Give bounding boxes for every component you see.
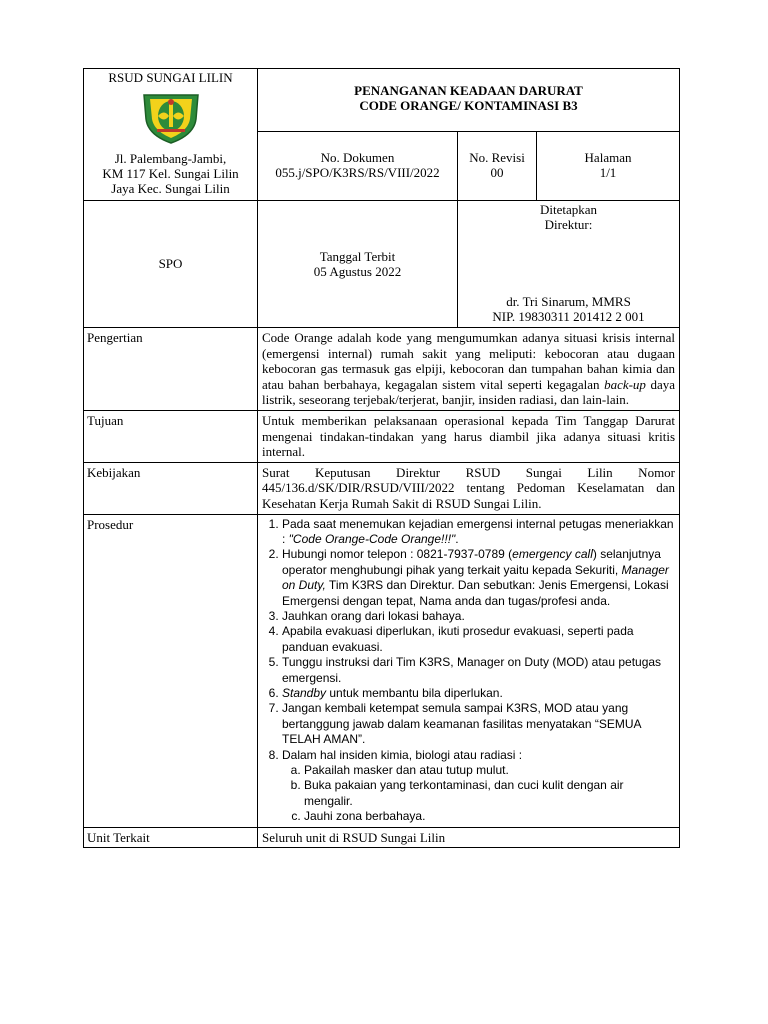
address-line: Jaya Kec. Sungai Lilin — [111, 181, 230, 196]
procedure-substeps — [282, 763, 675, 825]
procedure-substep: a. Pakailah masker dan atau tutup mulut. — [304, 763, 675, 778]
page-value: 1/1 — [599, 165, 617, 180]
tujuan-content: Untuk memberikan pelaksanaan operasional kepada Tim Tanggap Darurat mengenai tindakan-tindakan yang harus diambil jika adanya situasi kritis internal. — [258, 410, 680, 462]
revision-value: 00 — [490, 165, 504, 180]
spo-table — [83, 68, 680, 848]
hospital-address — [84, 151, 257, 196]
procedure-step: 6. Standby untuk membantu bila diperlukan. — [282, 686, 675, 701]
procedure-step: 8. Dalam hal insiden kimia, biologi atau radiasi : a. Pakailah masker dan atau tutup mulut. b. Buka pakaian yang terkontaminasi, dan cuci kulit dengan air mengalir. c. Jauhi zona berbahaya. — [282, 748, 675, 825]
procedure-step: 1. Pada saat menemukan kejadian emergensi internal petugas meneriakkan : "Code Orange-Code Orange!!!". — [282, 517, 675, 548]
prosedur-label: Prosedur — [84, 514, 258, 827]
tujuan-label: Tujuan — [84, 410, 258, 462]
director-nip: NIP. 19830311 201412 2 001 — [492, 309, 645, 324]
doc-number-value: 055.j/SPO/K3RS/RS/VIII/2022 — [275, 165, 440, 180]
address-line: Jl. Palembang-Jambi, — [114, 151, 227, 166]
unit-label: Unit Terkait — [84, 827, 258, 848]
title-line: PENANGANAN KEADAAN DARURAT — [354, 83, 583, 98]
director-label: Direktur: — [544, 217, 593, 232]
spo-label: SPO — [158, 256, 183, 271]
hospital-logo — [84, 89, 257, 145]
revision-cell — [458, 132, 537, 201]
kebijakan-content: Surat Keputusan Direktur RSUD Sungai Lilin Nomor 445/136.d/SK/DIR/RSUD/VIII/2022 tentang Pedoman Keselamatan dan Kesehatan Kerja Rumah Sakit di RSUD Sungai Lilin. — [258, 462, 680, 514]
procedure-substep: b. Buka pakaian yang terkontaminasi, dan cuci kulit dengan air mengalir. — [304, 778, 675, 809]
document-title-cell — [258, 69, 680, 132]
established-label: Ditetapkan — [539, 202, 598, 217]
hospital-name: RSUD SUNGAI LILIN — [108, 70, 233, 85]
address-line: KM 117 Kel. Sungai Lilin — [102, 166, 239, 181]
prosedur-content — [258, 514, 680, 827]
issue-date-value: 05 Agustus 2022 — [313, 264, 402, 279]
page-cell — [537, 132, 680, 201]
pengertian-content — [258, 328, 680, 411]
director-name: dr. Tri Sinarum, MMRS — [506, 294, 631, 309]
document-page — [83, 68, 679, 848]
approval-cell — [458, 201, 680, 328]
procedure-step: 2. Hubungi nomor telepon : 0821-7937-0789 (emergency call) selanjutnya operator menghubungi pihak yang terkait yaitu kepada Sekuriti, Manager on Duty, Tim K3RS dan Direktur. Dan sebutkan: Jenis Emergensi, Lokasi Emergensi dengan tepat, Nama anda dan tugas/profesi anda. — [282, 547, 675, 609]
document-title — [258, 69, 679, 113]
pengertian-italic-term: back-up — [604, 376, 646, 392]
kebijakan-label: Kebijakan — [84, 462, 258, 514]
issue-date-cell — [258, 201, 458, 328]
unit-content: Seluruh unit di RSUD Sungai Lilin — [258, 827, 680, 848]
page-label: Halaman — [584, 150, 632, 165]
procedure-list — [262, 517, 675, 825]
musi-banyuasin-emblem-icon — [140, 89, 202, 145]
spo-cell — [84, 201, 258, 328]
hospital-identity-cell — [84, 69, 258, 201]
procedure-substep: c. Jauhi zona berbahaya. — [304, 809, 675, 824]
doc-number-cell — [258, 132, 458, 201]
pengertian-text: Code Orange adalah kode yang mengumumkan adanya situasi krisis internal (emergensi internal) rumah sakit yang meliputi: kebocoran atau dugaan kebocoran gas termasuk gas elpiji, kebocoran dan tumpahan bahan kimia dan atau bahan berbahaya, kegagalan sistem vital seperti kegagalan — [262, 330, 676, 392]
doc-number-label: No. Dokumen — [320, 150, 395, 165]
issue-date-label: Tanggal Terbit — [319, 249, 396, 264]
procedure-step: 3. Jauhkan orang dari lokasi bahaya. — [282, 609, 675, 624]
title-line: CODE ORANGE/ KONTAMINASI B3 — [359, 98, 578, 113]
pengertian-label: Pengertian — [84, 328, 258, 411]
procedure-step: 4. Apabila evakuasi diperlukan, ikuti prosedur evakuasi, seperti pada panduan evakuasi. — [282, 624, 675, 655]
procedure-step: 5. Tunggu instruksi dari Tim K3RS, Manager on Duty (MOD) atau petugas emergensi. — [282, 655, 675, 686]
revision-label: No. Revisi — [469, 150, 525, 165]
pengertian-text: daya listrik, seseorang terjebak/terjerat, banjir, insiden radiasi, dan lain-lain. — [262, 376, 676, 408]
procedure-step: 7. Jangan kembali ketempat semula sampai K3RS, MOD atau yang bertanggung jawab dalam keamanan fasilitas menyatakan “SEMUA TELAH AMAN”. — [282, 701, 675, 747]
